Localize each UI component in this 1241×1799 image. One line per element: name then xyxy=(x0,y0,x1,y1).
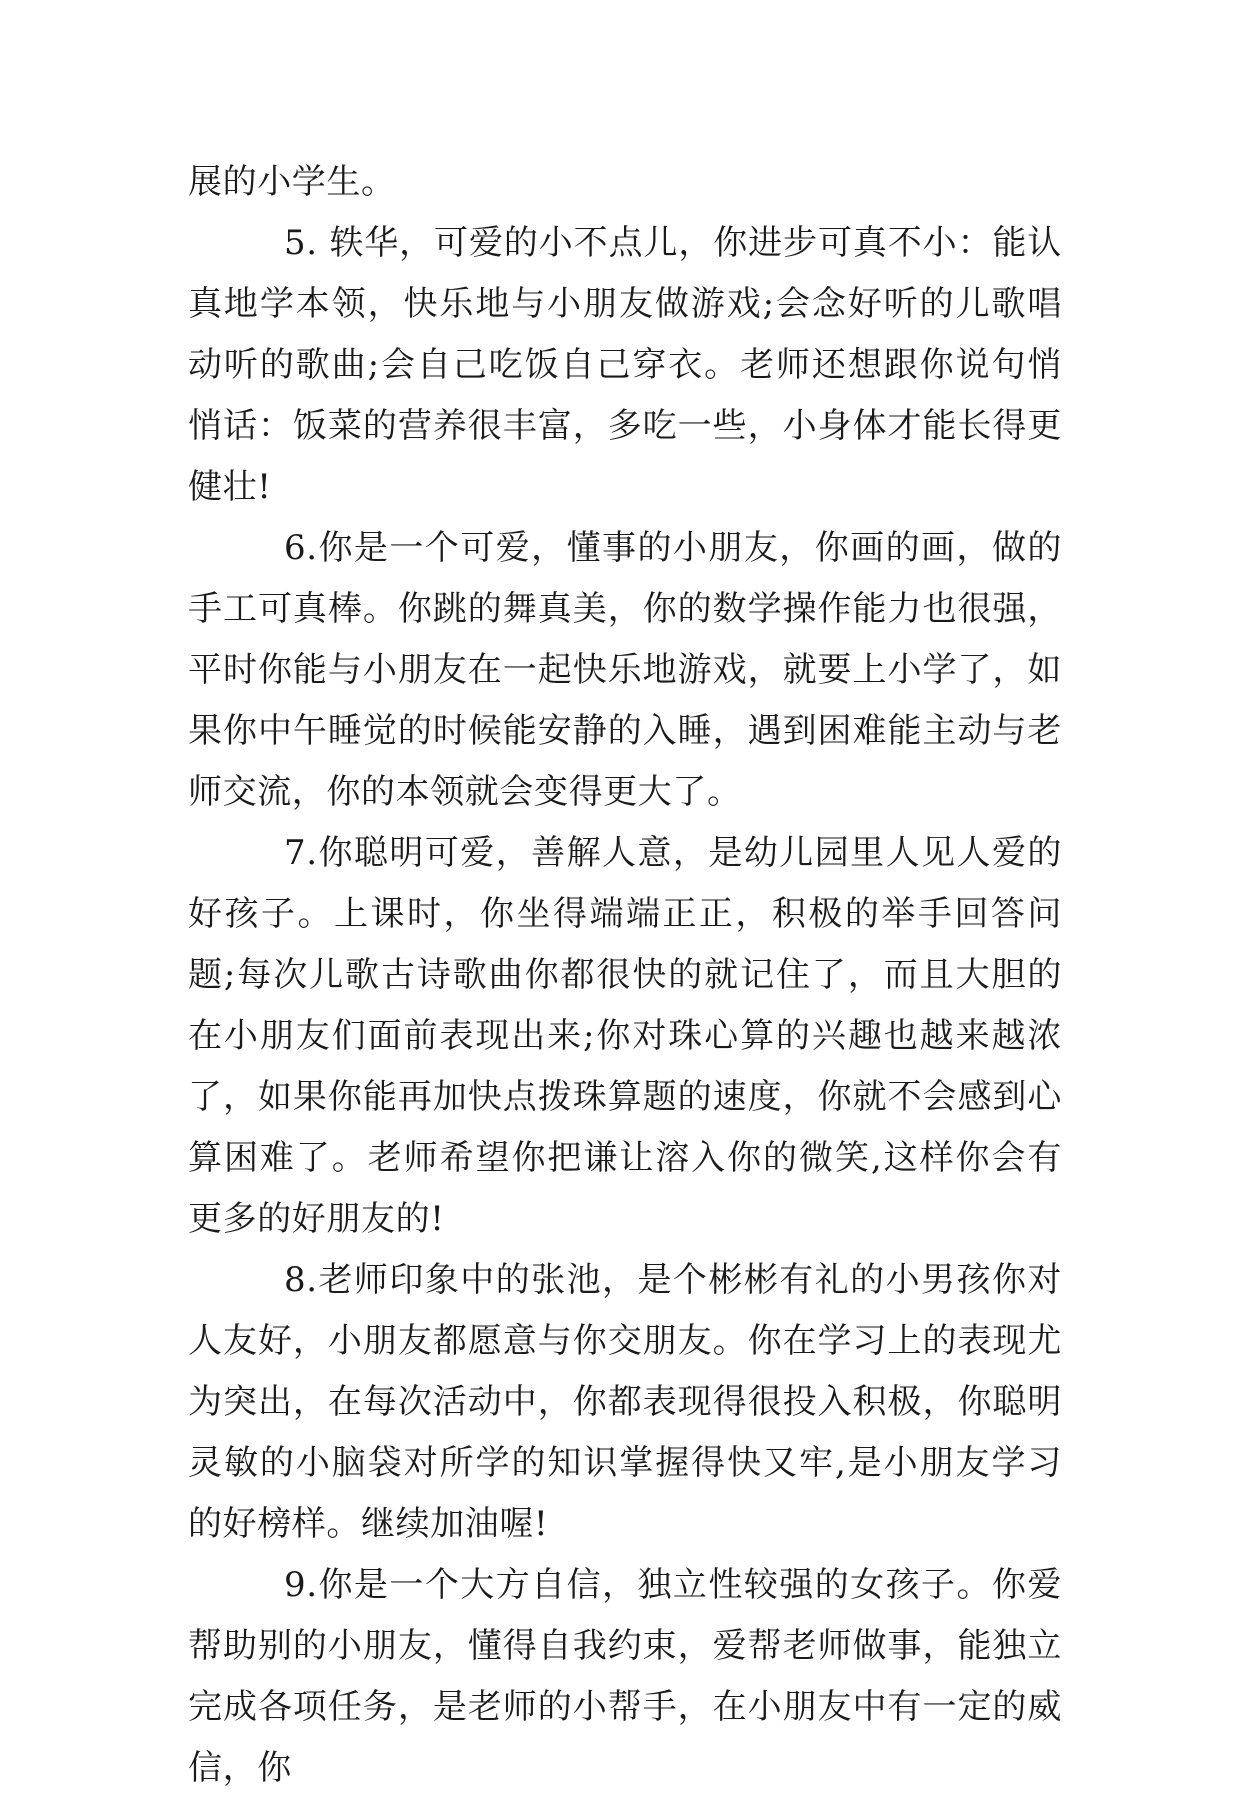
paragraph-item-9: 9.你是一个大方自信，独立性较强的女孩子。你爱帮助别的小朋友，懂得自我约束，爱帮老师做事，能独立完成各项任务，是老师的小帮手，在小朋友中有一定的威信，你 xyxy=(188,1565,1062,1788)
paragraph-continuation: 展的小学生。 xyxy=(188,162,396,202)
document-body xyxy=(188,152,1062,1799)
paragraph-item-8: 8.老师印象中的张池，是个彬彬有礼的小男孩你对人友好，小朋友都愿意与你交朋友。你在学习上的表现尤为突出，在每次活动中，你都表现得很投入积极，你聪明灵敏的小脑袋对所学的知识掌握得快又牢,是小朋友学习的好榜样。继续加油喔! xyxy=(188,1260,1062,1544)
paragraph-item-5: 5. 轶华，可爱的小不点儿，你进步可真不小：能认真地学本领，快乐地与小朋友做游戏;会念好听的儿歌唱动听的歌曲;会自己吃饭自己穿衣。老师还想跟你说句悄悄话：饭菜的营养很丰富，多吃一些，小身体才能长得更健壮! xyxy=(188,223,1062,507)
paragraph-item-7: 7.你聪明可爱，善解人意，是幼儿园里人见人爱的好孩子。上课时，你坐得端端正正，积极的举手回答问题;每次儿歌古诗歌曲你都很快的就记住了，而且大胆的在小朋友们面前表现出来;你对珠心算的兴趣也越来越浓了，如果你能再加快点拨珠算题的速度，你就不会感到心算困难了。老师希望你把谦让溶入你的微笑,这样你会有更多的好朋友的! xyxy=(188,833,1062,1239)
paragraph-item-6: 6.你是一个可爱，懂事的小朋友，你画的画，做的手工可真棒。你跳的舞真美，你的数学操作能力也很强，平时你能与小朋友在一起快乐地游戏，就要上小学了，如果你中午睡觉的时候能安静的入睡，遇到困难能主动与老师交流，你的本领就会变得更大了。 xyxy=(188,528,1062,812)
